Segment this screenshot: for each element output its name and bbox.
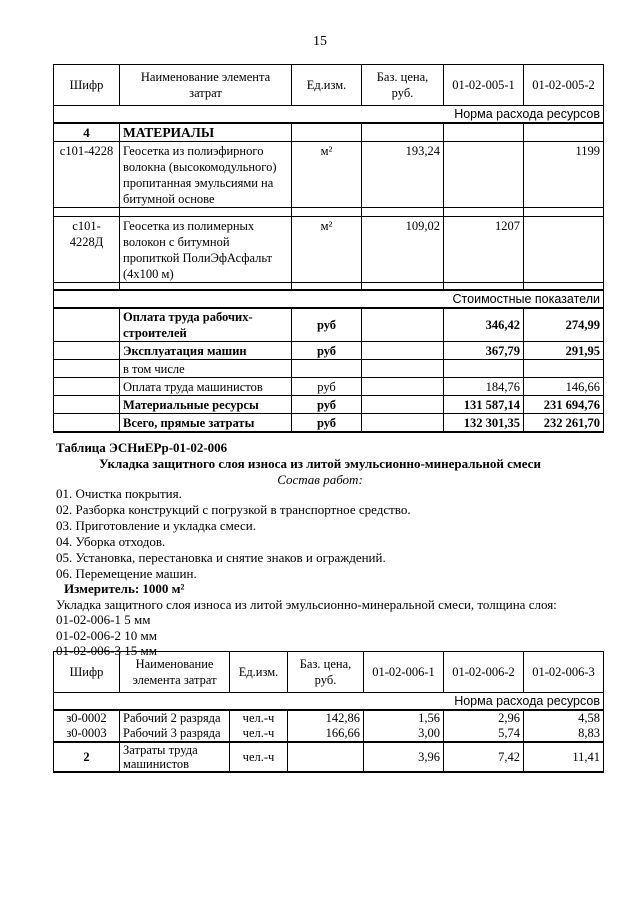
table-row (54, 217, 604, 283)
material-price: 109,02 (362, 217, 444, 283)
variant-item: 01-02-006-1 5 мм (56, 612, 151, 627)
material-name: Геосетка из полимерных волокон с битумной пропиткой ПолиЭфАсфальт (4х100 м) (120, 217, 292, 283)
work-item: 06. Перемещение машин. (56, 566, 197, 581)
resource-value-3: 8,83 (524, 726, 604, 742)
machinists-price (288, 742, 364, 772)
cost-unit: руб (292, 342, 362, 360)
table-row (54, 378, 604, 396)
resource-unit: чел.-ч (230, 726, 288, 742)
table-row (54, 742, 604, 772)
work-item: 03. Приготовление и укладка смеси. (56, 518, 256, 533)
cost-unit: руб (292, 378, 362, 396)
header-price: Баз. цена, руб. (288, 652, 364, 693)
header-name: Наименование элемента затрат (120, 652, 230, 693)
table-row (54, 710, 604, 726)
header-price: Баз. цена, руб. (362, 65, 444, 106)
variant-item: 01-02-006-3 15 мм (56, 643, 157, 658)
cost-value-1: 132 301,35 (444, 414, 524, 433)
table-row (54, 396, 604, 414)
material-name: Геосетка из полиэфирного волокна (высокомодульного) пропитанная эмульсиями на битумной основе (120, 142, 292, 208)
machinists-value-3: 11,41 (524, 742, 604, 772)
work-item: 02. Разборка конструкций с погрузкой в транспортное средство. (56, 502, 411, 517)
section-cost-label: Стоимостные показатели (54, 290, 604, 308)
resource-table-006 (53, 651, 604, 773)
table-subtitle: Состав работ: (277, 472, 363, 487)
machinists-value-1: 3,96 (364, 742, 444, 772)
resource-value-2: 2,96 (444, 710, 524, 726)
cost-value-1: 184,76 (444, 378, 524, 396)
cost-value-2: 274,99 (524, 308, 604, 342)
cost-name: Всего, прямые затраты (120, 414, 292, 433)
resource-value-3: 4,58 (524, 710, 604, 726)
cost-name: Оплата труда рабочих-строителей (120, 308, 292, 342)
header-name: Наименование элемента затрат (120, 65, 292, 106)
variant-item: 01-02-006-2 10 мм (56, 628, 157, 643)
table-row (54, 360, 604, 378)
resource-table-005 (53, 64, 604, 433)
cost-name: Оплата труда машинистов (120, 378, 292, 396)
material-value-2: 1199 (524, 142, 604, 208)
resource-code: з0-0002 (54, 710, 120, 726)
group-title: МАТЕРИАЛЫ (120, 123, 292, 142)
header-code: Шифр (54, 652, 120, 693)
machinists-unit: чел.-ч (230, 742, 288, 772)
cost-value-2: 146,66 (524, 378, 604, 396)
table-row (54, 308, 604, 342)
cost-value-2: 232 261,70 (524, 414, 604, 433)
section-norm-label: Норма расхода ресурсов (54, 693, 604, 711)
cost-unit: руб (292, 396, 362, 414)
resource-value-1: 1,56 (364, 710, 444, 726)
header-code: Шифр (54, 65, 120, 106)
table-row (54, 726, 604, 742)
material-code: с101-4228Д (54, 217, 120, 283)
work-item: 05. Установка, перестановка и снятие знаков и ограждений. (56, 550, 386, 565)
material-value-1 (444, 142, 524, 208)
table-title: Укладка защитного слоя износа из литой эмульсионно-минеральной смеси (99, 456, 541, 471)
header-variant-1: 01-02-006-1 (364, 652, 444, 693)
resource-value-2: 5,74 (444, 726, 524, 742)
work-item: 01. Очистка покрытия. (56, 486, 182, 501)
resource-name: Рабочий 3 разряда (120, 726, 230, 742)
table-row (54, 342, 604, 360)
material-code: с101-4228 (54, 142, 120, 208)
cost-name: Эксплуатация машин (120, 342, 292, 360)
material-price: 193,24 (362, 142, 444, 208)
resource-code: з0-0003 (54, 726, 120, 742)
group-code: 4 (54, 123, 120, 142)
cost-value-1: 346,42 (444, 308, 524, 342)
material-unit: м² (292, 142, 362, 208)
table-row (54, 414, 604, 433)
description: Укладка защитного слоя износа из литой эмульсионно-минеральной смеси, толщина слоя: (56, 597, 557, 612)
page-number: 15 (313, 34, 327, 49)
resource-name: Рабочий 2 разряда (120, 710, 230, 726)
resource-unit: чел.-ч (230, 710, 288, 726)
machinists-name: Затраты труда машинистов (120, 742, 230, 772)
cost-name: в том числе (120, 360, 292, 378)
cost-unit: руб (292, 308, 362, 342)
header-variant-2: 01-02-005-2 (524, 65, 604, 106)
resource-price: 166,66 (288, 726, 364, 742)
cost-name: Материальные ресурсы (120, 396, 292, 414)
machinists-code: 2 (54, 742, 120, 772)
work-item: 04. Уборка отходов. (56, 534, 166, 549)
resource-value-1: 3,00 (364, 726, 444, 742)
header-variant-1: 01-02-005-1 (444, 65, 524, 106)
cost-value-2: 231 694,76 (524, 396, 604, 414)
material-value-1: 1207 (444, 217, 524, 283)
table-row (54, 142, 604, 208)
cost-unit: руб (292, 414, 362, 433)
resource-price: 142,86 (288, 710, 364, 726)
material-unit: м² (292, 217, 362, 283)
header-variant-3: 01-02-006-3 (524, 652, 604, 693)
header-unit: Ед.изм. (292, 65, 362, 106)
material-value-2 (524, 217, 604, 283)
header-variant-2: 01-02-006-2 (444, 652, 524, 693)
section-norm-label: Норма расхода ресурсов (54, 106, 604, 124)
header-unit: Ед.изм. (230, 652, 288, 693)
cost-value-1: 367,79 (444, 342, 524, 360)
table-label: Таблица ЭСНиЕРр-01-02-006 (56, 440, 228, 455)
measure-unit: Измеритель: 1000 м² (64, 581, 185, 596)
cost-value-2: 291,95 (524, 342, 604, 360)
machinists-value-2: 7,42 (444, 742, 524, 772)
cost-value-1: 131 587,14 (444, 396, 524, 414)
